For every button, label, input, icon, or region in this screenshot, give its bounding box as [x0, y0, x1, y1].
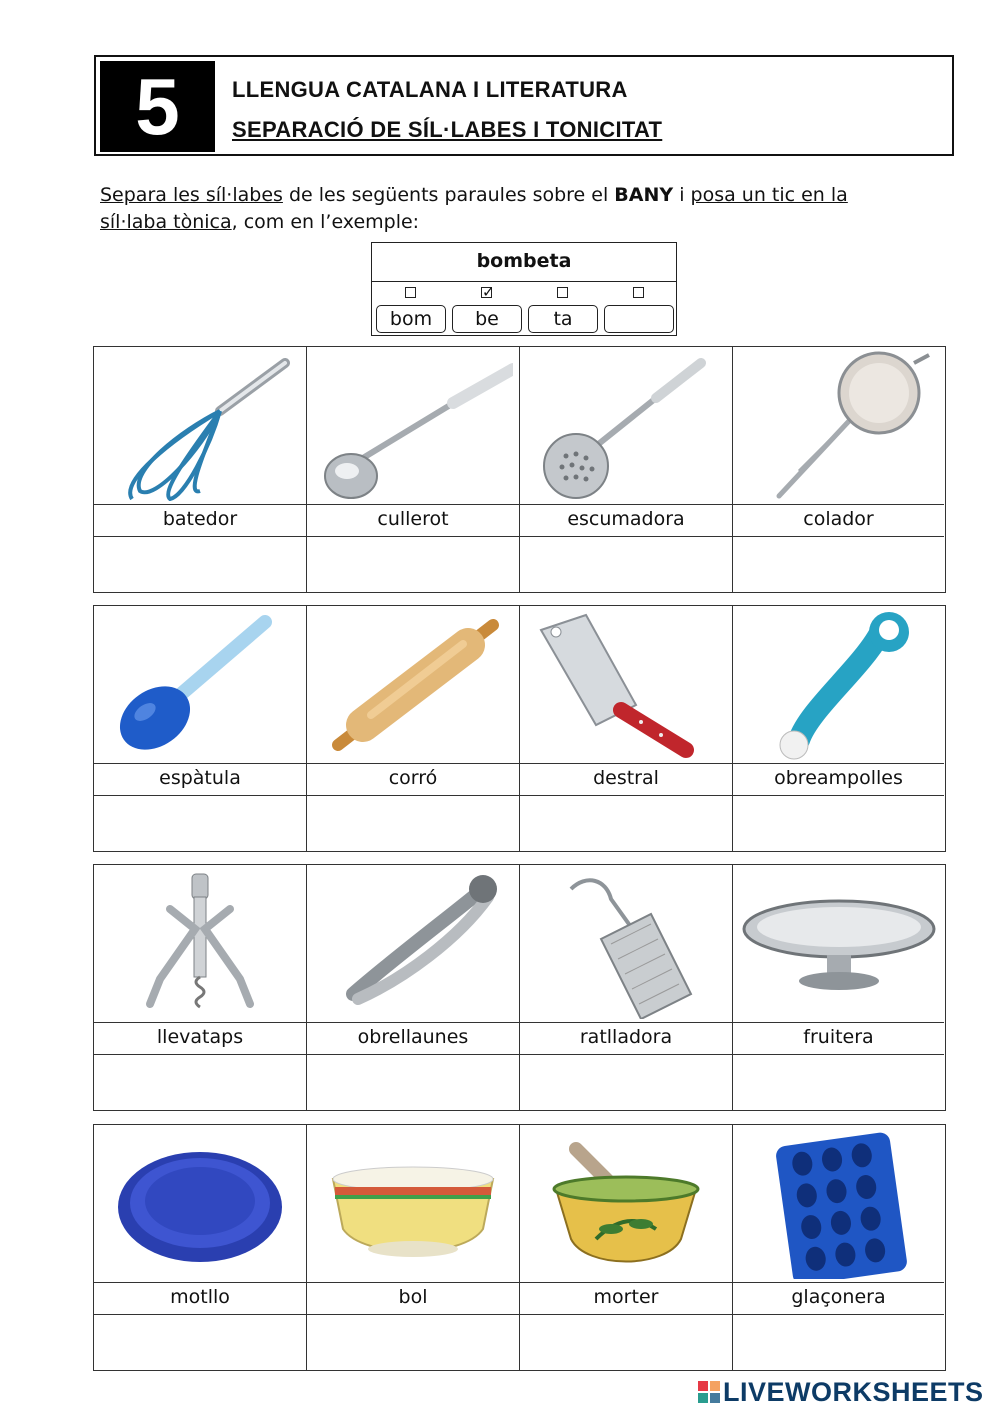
- vocabulary-word: batedor: [94, 504, 306, 537]
- bottle-opener-icon: [739, 610, 939, 760]
- vocabulary-word: morter: [520, 1282, 732, 1315]
- example-checkbox[interactable]: [633, 287, 644, 298]
- mortar-icon: [526, 1129, 726, 1279]
- bowl-icon: [313, 1129, 513, 1279]
- whisk-icon: [100, 351, 300, 501]
- liveworksheets-logo-icon: [697, 1380, 721, 1404]
- answer-field[interactable]: [520, 1315, 732, 1370]
- vocabulary-item: [94, 865, 307, 1110]
- vocabulary-grid: [93, 346, 946, 593]
- strainer-icon: [739, 351, 939, 501]
- vocabulary-word: obrellaunes: [307, 1022, 519, 1055]
- example-syllable-row: [372, 282, 676, 337]
- vocabulary-word: ratlladora: [520, 1022, 732, 1055]
- instructions: [100, 182, 920, 236]
- vocabulary-word: bol: [307, 1282, 519, 1315]
- vocabulary-picture: [307, 347, 519, 505]
- unit-number: 5: [100, 61, 215, 152]
- vocabulary-item: [307, 606, 520, 851]
- vocabulary-item: [733, 606, 944, 851]
- vocabulary-picture: [733, 606, 944, 764]
- vocabulary-item: [94, 347, 307, 592]
- vocabulary-picture: [307, 606, 519, 764]
- vocabulary-item: [520, 865, 733, 1110]
- vocabulary-grid: [93, 1124, 946, 1371]
- vocabulary-item: [307, 347, 520, 592]
- vocabulary-picture: [733, 865, 944, 1023]
- vocabulary-item: [94, 606, 307, 851]
- example-word: bombeta: [372, 243, 676, 282]
- skimmer-icon: [526, 351, 726, 501]
- vocabulary-picture: [94, 606, 306, 764]
- vocabulary-picture: [520, 865, 732, 1023]
- corkscrew-icon: [100, 869, 300, 1019]
- vocabulary-picture: [733, 1125, 944, 1283]
- vocabulary-picture: [307, 1125, 519, 1283]
- answer-field[interactable]: [520, 537, 732, 592]
- answer-field[interactable]: [520, 796, 732, 851]
- answer-field[interactable]: [733, 796, 944, 851]
- example-syllable-box: be: [452, 305, 522, 333]
- answer-field[interactable]: [733, 1315, 944, 1370]
- instruction-keyword: BANY: [614, 184, 674, 206]
- vocabulary-word: espàtula: [94, 763, 306, 796]
- answer-field[interactable]: [733, 537, 944, 592]
- vocabulary-item: [94, 1125, 307, 1370]
- vocabulary-word: motllo: [94, 1282, 306, 1315]
- instruction-part-5: posa un tic en la síl·laba tònica: [100, 184, 848, 233]
- example-syllable-cell: [604, 282, 676, 337]
- vocabulary-word: cullerot: [307, 504, 519, 537]
- vocabulary-word: destral: [520, 763, 732, 796]
- example-checkbox[interactable]: ✓: [482, 283, 495, 301]
- answer-field[interactable]: [307, 1315, 519, 1370]
- rolling-pin-icon: [313, 610, 513, 760]
- vocabulary-item: [520, 606, 733, 851]
- cleaver-icon: [526, 610, 726, 760]
- answer-field[interactable]: [307, 796, 519, 851]
- vocabulary-picture: [94, 347, 306, 505]
- answer-field[interactable]: [94, 1315, 306, 1370]
- vocabulary-word: glaçonera: [733, 1282, 944, 1315]
- vocabulary-word: colador: [733, 504, 944, 537]
- can-opener-icon: [313, 869, 513, 1019]
- vocabulary-picture: [520, 1125, 732, 1283]
- vocabulary-picture: [520, 606, 732, 764]
- vocabulary-item: [520, 1125, 733, 1370]
- vocabulary-word: obreampolles: [733, 763, 944, 796]
- grater-icon: [526, 869, 726, 1019]
- instruction-part-2: de les següents paraules sobre el: [282, 184, 615, 206]
- example-checkbox[interactable]: [557, 287, 568, 298]
- example-syllable-cell: [452, 282, 524, 337]
- instruction-part-6: , com en l’exemple:: [231, 211, 420, 233]
- vocabulary-picture: [307, 865, 519, 1023]
- liveworksheets-logo-text: LIVEWORKSHEETS: [723, 1377, 984, 1407]
- answer-field[interactable]: [733, 1055, 944, 1110]
- answer-field[interactable]: [94, 796, 306, 851]
- vocabulary-word: corró: [307, 763, 519, 796]
- vocabulary-item: [733, 347, 944, 592]
- vocabulary-grid: [93, 864, 946, 1111]
- vocabulary-word: escumadora: [520, 504, 732, 537]
- page-title: LLENGUA CATALANA I LITERATURA: [232, 77, 628, 102]
- vocabulary-picture: [94, 865, 306, 1023]
- example-syllable-box: ta: [528, 305, 598, 333]
- vocabulary-grid: [93, 605, 946, 852]
- vocabulary-item: [733, 1125, 944, 1370]
- instruction-part-1: Separa les síl·labes: [100, 184, 283, 206]
- answer-field[interactable]: [520, 1055, 732, 1110]
- vocabulary-item: [307, 1125, 520, 1370]
- vocabulary-picture: [94, 1125, 306, 1283]
- ladle-icon: [313, 351, 513, 501]
- page-subtitle: SEPARACIÓ DE SÍL·LABES I TONICITAT: [232, 117, 663, 142]
- vocabulary-item: [733, 865, 944, 1110]
- vocabulary-item: [520, 347, 733, 592]
- spatula-icon: [100, 610, 300, 760]
- instruction-part-4: i: [673, 184, 691, 206]
- example-syllable-box[interactable]: [604, 305, 674, 333]
- answer-field[interactable]: [307, 537, 519, 592]
- unit-header: [94, 55, 954, 156]
- answer-field[interactable]: [307, 1055, 519, 1110]
- example-syllable-cell: [528, 282, 600, 337]
- tart-mold-icon: [100, 1129, 300, 1279]
- answer-field[interactable]: [94, 1055, 306, 1110]
- fruit-bowl-icon: [739, 869, 939, 1019]
- example-syllable-box: bom: [376, 305, 446, 333]
- vocabulary-picture: [733, 347, 944, 505]
- vocabulary-word: llevataps: [94, 1022, 306, 1055]
- answer-field[interactable]: [94, 537, 306, 592]
- example-syllable-cell: [376, 282, 448, 337]
- vocabulary-item: [307, 865, 520, 1110]
- example-checkbox[interactable]: [405, 287, 416, 298]
- vocabulary-word: fruitera: [733, 1022, 944, 1055]
- example-box: [371, 242, 677, 336]
- ice-tray-icon: [739, 1129, 939, 1279]
- vocabulary-picture: [520, 347, 732, 505]
